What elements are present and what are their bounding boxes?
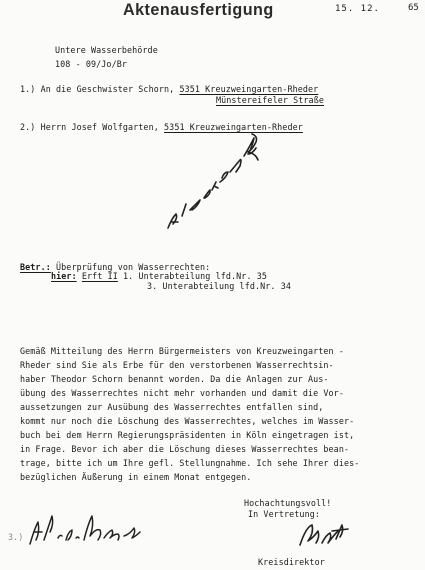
body-line: bezüglichen Äußerung in einem Monat entgegen.: [20, 472, 252, 482]
body-line: buch bei dem Herrn Regierungspräsidenten in Köln eingetragen ist,: [20, 430, 355, 440]
closing-deputy: In Vertretung:: [248, 509, 320, 519]
recipient-2-name: Herrn Josef Wolfgarten,: [40, 122, 159, 132]
recipient-1: [20, 84, 318, 94]
subject-river: Erft II: [81, 271, 118, 281]
page-number: 65: [408, 3, 419, 13]
body-line: Gemäß Mitteilung des Herrn Bürgermeisters von Kreuzweingarten -: [20, 346, 344, 356]
body-line: Rheder sind Sie als Erbe für den verstorbenen Wasserrechtsin-: [20, 360, 334, 370]
archive-copy-stamp: Aktenausfertigung: [122, 0, 274, 19]
recipient-1-name: An die Geschwister Schorn,: [40, 84, 175, 94]
subject-text: Überprüfung von Wasserrechten:: [56, 262, 211, 272]
authority-name: Untere Wasserbehörde: [55, 45, 158, 55]
reference-number: 108 - 09/Jo/Br: [55, 59, 127, 69]
recipient-2-address: 5351 Kreuzweingarten-Rheder: [164, 122, 303, 132]
body-line: übung des Wasserrechtes nicht mehr vorhanden und damit die Vor-: [20, 388, 344, 398]
handwritten-margin-note: [26, 510, 146, 550]
body-line: aussetzungen zur Ausübung des Wasserrechtes entfallen sind,: [20, 402, 324, 412]
subject-item-1: 1. Unterabteilung lfd.Nr. 35: [123, 271, 268, 281]
body-line: trage, bitte ich um Ihre gefl. Stellungnahme. Ich sehe Ihrer dies-: [20, 458, 360, 468]
handwritten-annotation: [160, 128, 270, 238]
recipient-1-number: 1.): [20, 84, 36, 94]
recipient-2-number: 2.): [20, 122, 36, 132]
recipient-1-address: 5351 Kreuzweingarten-Rheder: [179, 84, 319, 94]
subject-item-2: 3. Unterabteilung lfd.Nr. 34: [147, 281, 291, 291]
subject-hier-label: hier:: [51, 271, 77, 281]
recipient-1-street: Münstereifeler Straße: [216, 95, 324, 105]
body-line: kommt nur noch die Löschung des Wasserrechtes, welches im Wasser-: [20, 416, 355, 426]
closing-greeting: Hochachtungsvoll!: [244, 498, 332, 508]
body-line: haber Theodor Schorn benannt worden. Da die Anlagen zur Aus-: [20, 374, 329, 384]
document-date: 15. 12.: [335, 4, 380, 14]
subject-detail-1: [51, 271, 267, 281]
margin-number: 3.): [8, 532, 24, 542]
subject-label: Betr.:: [20, 262, 51, 272]
handwritten-signature: [296, 519, 356, 553]
body-line: in Frage. Bevor ich aber die Löschung dieses Wasserrechtes bean-: [20, 444, 350, 454]
signer-title: Kreisdirektor: [258, 557, 325, 567]
